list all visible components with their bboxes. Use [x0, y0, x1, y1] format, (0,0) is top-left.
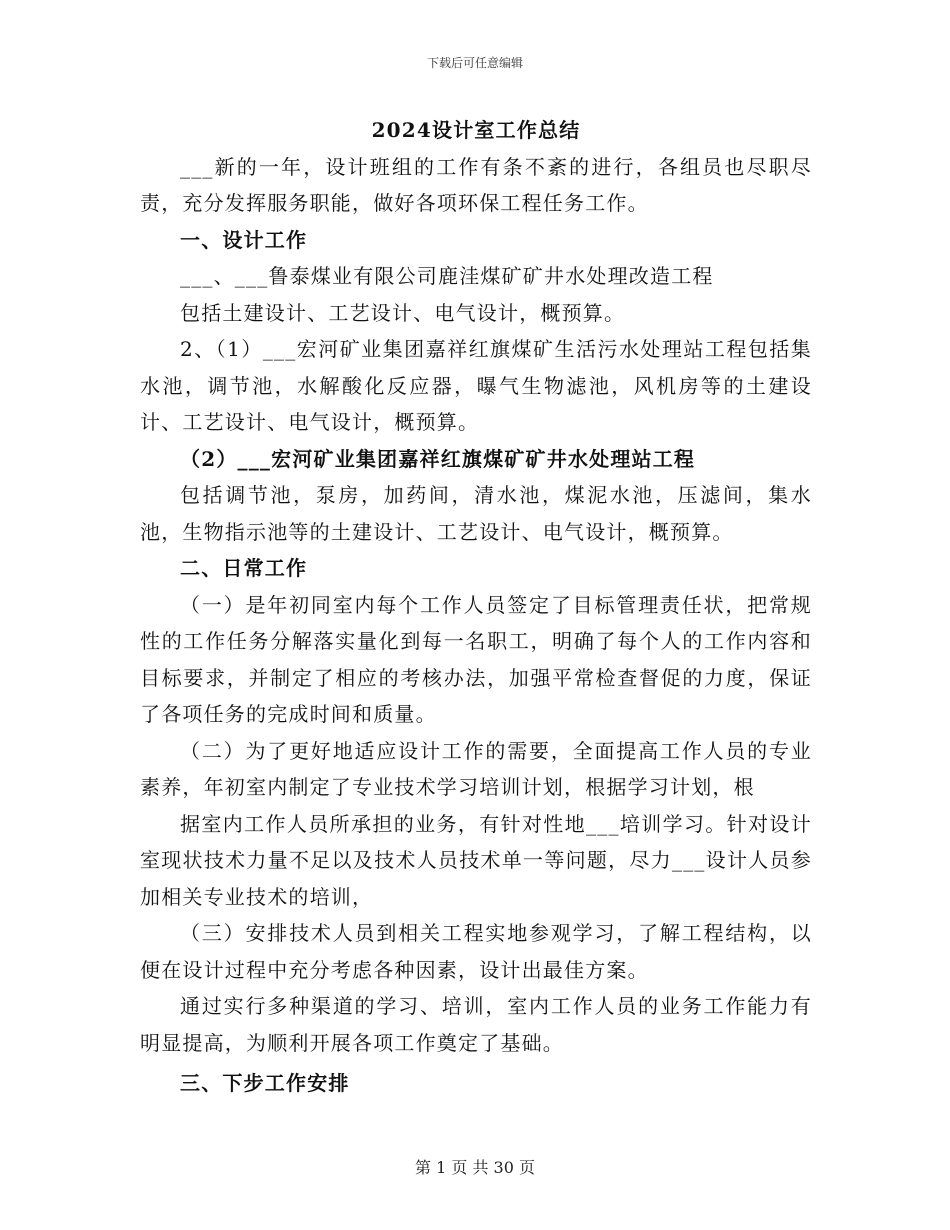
list-item-project-2-2-scope: 包括调节池，泵房，加药间，清水池，煤泥水池，压滤间，集水池，生物指示池等的土建设计、工艺设计、电气设计，概预算。 — [140, 483, 812, 544]
paragraph-daily-3: （三）安排技术人员到相关工程实地参观学习，了解工程结构，以便在设计过程中充分考虑各种因素，设计出最佳方案。 — [140, 921, 812, 982]
list-item-project-2-2-title: （2）___宏河矿业集团嘉祥红旗煤矿矿井水处理站工程 — [180, 446, 696, 471]
page-footer-page-number: 第 1 页 共 30 页 — [415, 1158, 535, 1177]
paragraph-daily-2: （二）为了更好地适应设计工作的需要，全面提高工作人员的专业素养，年初室内制定了专业技术学习培训计划，根据学习计划，根 — [140, 738, 812, 799]
list-item-project-1: ___、___鲁泰煤业有限公司鹿洼煤矿矿井水处理改造工程 — [180, 264, 714, 288]
list-item-project-2-1: 2、（1）___宏河矿业集团嘉祥红旗煤矿生活污水处理站工程包括集水池，调节池，水解酸化反应器，曝气生物滤池，风机房等的土建设计、工艺设计、电气设计，概预算。 — [140, 337, 812, 434]
document-body — [140, 112, 812, 1102]
paragraph-daily-1: （一）是年初同室内每个工作人员签定了目标管理责任状，把常规性的工作任务分解落实量化到每一名职工，明确了每个人的工作内容和目标要求，并制定了相应的考核办法，加强平常检查督促的力度，保证了各项任务的完成时间和质量。 — [140, 592, 812, 726]
list-item-project-1-scope: 包括土建设计、工艺设计、电气设计，概预算。 — [180, 300, 626, 325]
section-heading-design-work: 一、设计工作 — [180, 227, 308, 252]
paragraph-intro: ___新的一年，设计班组的工作有条不紊的进行，各组员也尽职尽责，充分发挥服务职能，做好各项环保工程任务工作。 — [140, 154, 812, 215]
section-heading-daily-work: 二、日常工作 — [180, 556, 308, 580]
section-heading-next-steps: 三、下步工作安排 — [180, 1071, 350, 1095]
document-title: 2024设计室工作总结 — [371, 118, 581, 142]
paragraph-daily-2-cont: 据室内工作人员所承担的业务，有针对性地___培训学习。针对设计室现状技术力量不足以及技术人员技术单一等问题，尽力___设计人员参加相关专业技术的培训， — [140, 811, 812, 909]
paragraph-summary: 通过实行多种渠道的学习、培训，室内工作人员的业务工作能力有明显提高，为顺利开展各项工作奠定了基础。 — [140, 994, 812, 1055]
page-header-note: 下载后可任意编辑 — [426, 56, 523, 70]
